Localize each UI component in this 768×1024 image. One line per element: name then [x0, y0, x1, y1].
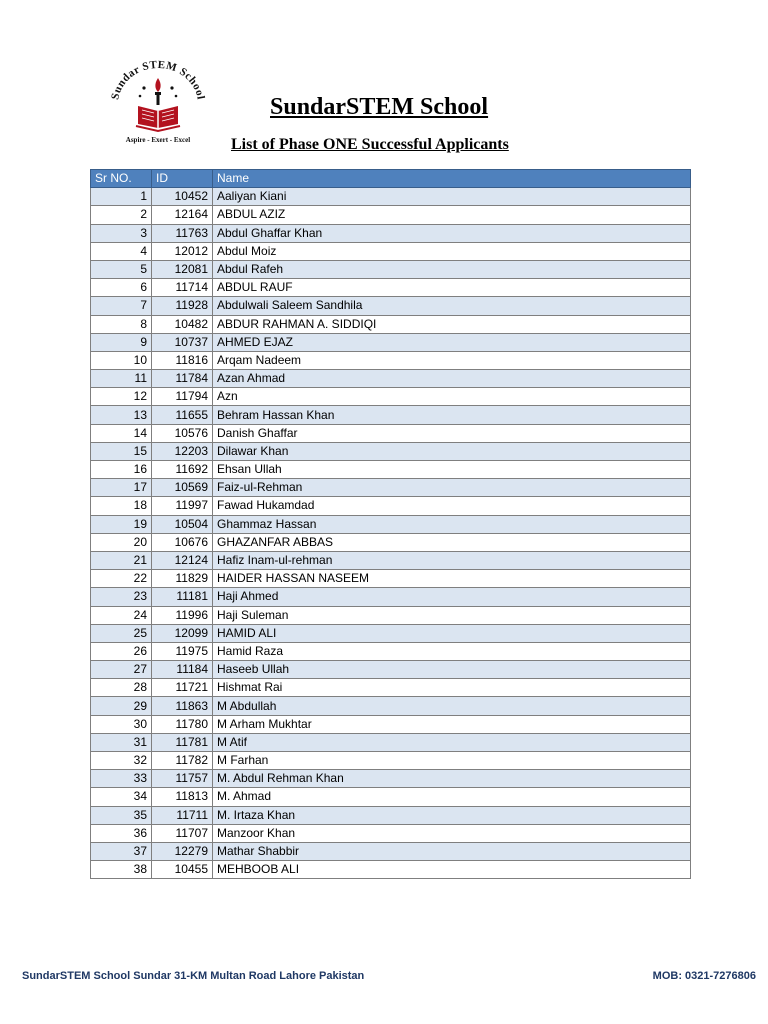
- cell-id: 11781: [152, 733, 213, 751]
- table-row: [91, 224, 691, 242]
- table-row: [91, 206, 691, 224]
- table-row: [91, 315, 691, 333]
- cell-sr-no: 26: [91, 642, 152, 660]
- table-row: [91, 588, 691, 606]
- cell-sr-no: 16: [91, 461, 152, 479]
- table-row: [91, 370, 691, 388]
- cell-id: 11782: [152, 752, 213, 770]
- table-row: [91, 242, 691, 260]
- cell-sr-no: 15: [91, 442, 152, 460]
- table-row: [91, 806, 691, 824]
- applicants-table: [90, 169, 691, 879]
- cell-name: Hamid Raza: [213, 642, 691, 660]
- cell-sr-no: 22: [91, 570, 152, 588]
- logo-ring-text: Sundar STEM School: [109, 58, 207, 101]
- cell-name: Danish Ghaffar: [213, 424, 691, 442]
- cell-name: Ghammaz Hassan: [213, 515, 691, 533]
- cell-name: M. Abdul Rehman Khan: [213, 770, 691, 788]
- cell-sr-no: 18: [91, 497, 152, 515]
- cell-sr-no: 30: [91, 715, 152, 733]
- cell-id: 11829: [152, 570, 213, 588]
- cell-sr-no: 31: [91, 733, 152, 751]
- cell-sr-no: 36: [91, 824, 152, 842]
- cell-sr-no: 28: [91, 679, 152, 697]
- cell-id: 11655: [152, 406, 213, 424]
- table-row: [91, 424, 691, 442]
- cell-name: M. Irtaza Khan: [213, 806, 691, 824]
- cell-name: M. Ahmad: [213, 788, 691, 806]
- cell-name: ABDUL RAUF: [213, 279, 691, 297]
- cell-name: HAIDER HASSAN NASEEM: [213, 570, 691, 588]
- table-row: [91, 479, 691, 497]
- cell-id: 12279: [152, 842, 213, 860]
- cell-sr-no: 34: [91, 788, 152, 806]
- cell-sr-no: 27: [91, 661, 152, 679]
- cell-id: 11997: [152, 497, 213, 515]
- cell-sr-no: 9: [91, 333, 152, 351]
- table-row: [91, 333, 691, 351]
- cell-id: 11784: [152, 370, 213, 388]
- cell-id: 11780: [152, 715, 213, 733]
- cell-name: Fawad Hukamdad: [213, 497, 691, 515]
- cell-name: Hafiz Inam-ul-rehman: [213, 551, 691, 569]
- cell-name: Manzoor Khan: [213, 824, 691, 842]
- cell-id: 11996: [152, 606, 213, 624]
- cell-id: 10676: [152, 533, 213, 551]
- cell-name: Faiz-ul-Rehman: [213, 479, 691, 497]
- table-row: [91, 861, 691, 879]
- cell-name: M Abdullah: [213, 697, 691, 715]
- logo-motto: Aspire - Exert - Excel: [125, 136, 191, 144]
- cell-id: 11816: [152, 351, 213, 369]
- cell-id: 10737: [152, 333, 213, 351]
- cell-sr-no: 13: [91, 406, 152, 424]
- cell-name: Abdul Moiz: [213, 242, 691, 260]
- table-row: [91, 679, 691, 697]
- table-header-row: [91, 170, 691, 188]
- cell-sr-no: 6: [91, 279, 152, 297]
- table-row: [91, 624, 691, 642]
- table-row: [91, 697, 691, 715]
- cell-name: Abdul Ghaffar Khan: [213, 224, 691, 242]
- table-row: [91, 715, 691, 733]
- cell-name: M Arham Mukhtar: [213, 715, 691, 733]
- cell-name: Aaliyan Kiani: [213, 188, 691, 206]
- cell-id: 12012: [152, 242, 213, 260]
- footer-mobile: MOB: 0321-7276806: [652, 970, 756, 982]
- school-name: SundarSTEM School: [270, 94, 489, 120]
- cell-sr-no: 38: [91, 861, 152, 879]
- table-row: [91, 606, 691, 624]
- table-row: [91, 642, 691, 660]
- table-row: [91, 788, 691, 806]
- cell-sr-no: 35: [91, 806, 152, 824]
- table-row: [91, 824, 691, 842]
- cell-sr-no: 12: [91, 388, 152, 406]
- cell-id: 11181: [152, 588, 213, 606]
- cell-sr-no: 32: [91, 752, 152, 770]
- table-row: [91, 279, 691, 297]
- cell-name: Haji Ahmed: [213, 588, 691, 606]
- cell-id: 11714: [152, 279, 213, 297]
- cell-sr-no: 1: [91, 188, 152, 206]
- cell-sr-no: 10: [91, 351, 152, 369]
- cell-name: Ehsan Ullah: [213, 461, 691, 479]
- cell-sr-no: 23: [91, 588, 152, 606]
- cell-sr-no: 20: [91, 533, 152, 551]
- cell-sr-no: 8: [91, 315, 152, 333]
- cell-sr-no: 7: [91, 297, 152, 315]
- cell-id: 10482: [152, 315, 213, 333]
- cell-sr-no: 4: [91, 242, 152, 260]
- cell-id: 10576: [152, 424, 213, 442]
- table-row: [91, 297, 691, 315]
- cell-id: 11975: [152, 642, 213, 660]
- table-row: [91, 752, 691, 770]
- cell-id: 11184: [152, 661, 213, 679]
- table-row: [91, 260, 691, 278]
- cell-name: Dilawar Khan: [213, 442, 691, 460]
- table-row: [91, 351, 691, 369]
- cell-name: Mathar Shabbir: [213, 842, 691, 860]
- column-header-name: Name: [213, 170, 691, 188]
- cell-name: ABDUR RAHMAN A. SIDDIQI: [213, 315, 691, 333]
- cell-name: Haseeb Ullah: [213, 661, 691, 679]
- cell-sr-no: 2: [91, 206, 152, 224]
- column-header-sr-no: Sr NO.: [91, 170, 152, 188]
- table-row: [91, 733, 691, 751]
- cell-name: M Farhan: [213, 752, 691, 770]
- cell-sr-no: 37: [91, 842, 152, 860]
- cell-id: 11692: [152, 461, 213, 479]
- cell-name: GHAZANFAR ABBAS: [213, 533, 691, 551]
- cell-name: Azan Ahmad: [213, 370, 691, 388]
- cell-name: Haji Suleman: [213, 606, 691, 624]
- table-row: [91, 533, 691, 551]
- cell-id: 10504: [152, 515, 213, 533]
- table-row: [91, 461, 691, 479]
- table-row: [91, 188, 691, 206]
- torch-icon: [157, 95, 160, 105]
- cell-sr-no: 19: [91, 515, 152, 533]
- cell-id: 10569: [152, 479, 213, 497]
- cell-id: 12124: [152, 551, 213, 569]
- table-row: [91, 770, 691, 788]
- cell-id: 11707: [152, 824, 213, 842]
- cell-name: Behram Hassan Khan: [213, 406, 691, 424]
- cell-id: 10455: [152, 861, 213, 879]
- table-row: [91, 497, 691, 515]
- cell-sr-no: 14: [91, 424, 152, 442]
- cell-id: 12099: [152, 624, 213, 642]
- cell-name: HAMID ALI: [213, 624, 691, 642]
- cell-id: 11721: [152, 679, 213, 697]
- cell-id: 10452: [152, 188, 213, 206]
- cell-id: 12081: [152, 260, 213, 278]
- cell-name: Abdul Rafeh: [213, 260, 691, 278]
- cell-name: M Atif: [213, 733, 691, 751]
- cell-sr-no: 17: [91, 479, 152, 497]
- cell-sr-no: 21: [91, 551, 152, 569]
- table-row: [91, 661, 691, 679]
- school-logo: [104, 56, 212, 148]
- cell-sr-no: 33: [91, 770, 152, 788]
- cell-id: 12164: [152, 206, 213, 224]
- table-row: [91, 551, 691, 569]
- cell-id: 11763: [152, 224, 213, 242]
- cell-sr-no: 3: [91, 224, 152, 242]
- table-row: [91, 842, 691, 860]
- cell-id: 11863: [152, 697, 213, 715]
- table-row: [91, 388, 691, 406]
- cell-name: AHMED EJAZ: [213, 333, 691, 351]
- cell-id: 12203: [152, 442, 213, 460]
- cell-name: ABDUL AZIZ: [213, 206, 691, 224]
- cell-name: MEHBOOB ALI: [213, 861, 691, 879]
- cell-sr-no: 5: [91, 260, 152, 278]
- torch-flame-icon: [155, 78, 160, 92]
- cell-sr-no: 11: [91, 370, 152, 388]
- table-row: [91, 406, 691, 424]
- cell-id: 11711: [152, 806, 213, 824]
- page-title: List of Phase ONE Successful Applicants: [231, 136, 509, 153]
- cell-sr-no: 25: [91, 624, 152, 642]
- table-row: [91, 570, 691, 588]
- footer-address: SundarSTEM School Sundar 31-KM Multan Road Lahore Pakistan: [22, 970, 365, 982]
- cell-sr-no: 29: [91, 697, 152, 715]
- cell-sr-no: 24: [91, 606, 152, 624]
- cell-id: 11928: [152, 297, 213, 315]
- cell-name: Hishmat Rai: [213, 679, 691, 697]
- cell-id: 11757: [152, 770, 213, 788]
- cell-name: Azn: [213, 388, 691, 406]
- table-row: [91, 442, 691, 460]
- cell-name: Abdulwali Saleem Sandhila: [213, 297, 691, 315]
- cell-id: 11813: [152, 788, 213, 806]
- column-header-id: ID: [152, 170, 213, 188]
- table-row: [91, 515, 691, 533]
- cell-name: Arqam Nadeem: [213, 351, 691, 369]
- cell-id: 11794: [152, 388, 213, 406]
